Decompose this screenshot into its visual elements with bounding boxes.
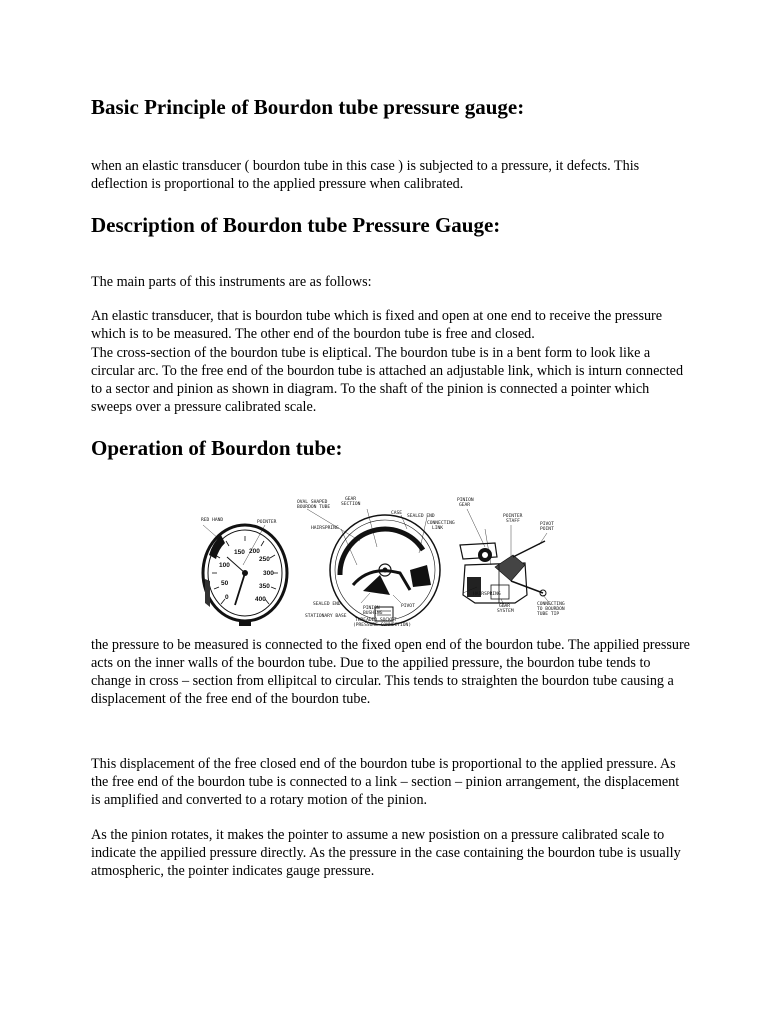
bourdon-gauge-diagram — [195, 495, 579, 628]
paragraph-principle: when an elastic transducer ( bourdon tube in this case ) is subjected to a pressure, it defects. This deflection is proportional to the applied pressure when calibrated. — [91, 158, 640, 192]
label-gear-system-1: GEAR — [499, 604, 511, 609]
label-threaded-socket-1: THREADED SOCKET — [355, 618, 397, 623]
label-case: CASE — [391, 511, 403, 516]
label-sealed-end-top: SEALED END — [407, 514, 435, 519]
label-pinion-bushing-2: BUSHING — [363, 611, 383, 616]
label-pinion-bushing-1: PINION — [363, 606, 380, 611]
paragraph-operation-3: As the pinion rotates, it makes the pointer to assume a new posistion on a pressure calibrated scale to indicate the appilied pressure directly. As the pressure in the case containing the bourdon tube is usually atmospheric, the pointer indicates gauge pressure. — [91, 827, 681, 879]
label-pointer-staff-2: STAFF — [506, 519, 520, 524]
label-pinion-gear-1: PINION — [457, 498, 474, 503]
heading-basic-principle: Basic Principle of Bourdon tube pressure gauge: — [91, 95, 525, 119]
label-gear-section-2: SECTION — [341, 502, 361, 507]
dial-number-150: 150 — [234, 549, 245, 556]
dial-number-300: 300 — [263, 570, 274, 577]
label-pivot: PIVOT — [401, 604, 415, 609]
label-hairspring-left: HAIRSPRING — [311, 526, 339, 531]
label-pointer-staff-1: POINTER — [503, 514, 523, 519]
label-oval-tube-2: BOURDON TUBE — [297, 505, 331, 510]
dial-number-50: 50 — [221, 580, 229, 587]
paragraph-parts-line1: An elastic transducer, that is bourdon tube which is fixed and open at one end to receive the pressure which is to be measured. The other end of the bourdon tube is free and closed. — [91, 308, 663, 342]
label-threaded-socket-2: (PRESSURE CONNECTION) — [353, 623, 412, 628]
dial-number-400: 400 — [255, 596, 266, 603]
label-connecting-tip-2: TO BOURDON — [537, 607, 565, 612]
label-oval-tube-1: OVAL SHAPED — [297, 500, 328, 505]
dial-number-350: 350 — [259, 583, 270, 590]
label-connecting-tip-3: TUBE TIP — [537, 612, 560, 617]
label-pinion-gear-2: GEAR — [459, 503, 471, 508]
dial-number-0: 0 — [225, 594, 229, 601]
label-pivot-point-1: PIVOT — [540, 522, 554, 527]
dial-number-250: 250 — [259, 556, 270, 563]
heading-operation: Operation of Bourdon tube: — [91, 436, 343, 460]
label-sealed-end-bottom: SEALED END — [313, 602, 341, 607]
paragraph-parts-line2: The cross-section of the bourdon tube is eliptical. The bourdon tube is in a bent form to look like a circular arc. To the free end of the bourdon tube is attached an adjustable link, which is inturn connected to a sector and pinion as shown in diagram. To the shaft of the pinion is connected a pointer which sweeps over a pressure calibrated scale. — [91, 345, 684, 415]
label-stationary-base: STATIONARY BASE — [305, 614, 347, 619]
label-connecting-link-1: CONNECTING — [427, 521, 455, 526]
label-hairspring-right: HAIRSPRING — [473, 592, 501, 597]
label-red-hand: RED HAND — [201, 518, 224, 523]
paragraph-operation-2: This displacement of the free closed end of the bourdon tube is proportional to the applied pressure. As the free end of the bourdon tube is connected to a link – section – pinion arrangement, the displacement is amplified and converted to a rotary motion of the pinion. — [91, 756, 680, 808]
paragraph-operation-1: the pressure to be measured is connected to the fixed open end of the bourdon tube. The appilied pressure acts on the inner walls of the bourdon tube. Due to the appilied pressure, the bourdon tube tends to change in cross – section from ellipitcal to circular. This tends to straighten the bourdon tube causing a displacement of the free end of the bourdon tube. — [91, 637, 690, 707]
label-connecting-tip-1: CONNECTING — [537, 602, 565, 607]
label-connecting-link-2: LINK — [432, 526, 444, 531]
dial-number-100: 100 — [219, 562, 230, 569]
label-gear-section-1: GEAR — [345, 497, 357, 502]
paragraph-parts-intro: The main parts of this instruments are as follows: — [91, 274, 372, 290]
heading-description: Description of Bourdon tube Pressure Gauge: — [91, 213, 501, 237]
label-pointer: POINTER — [257, 520, 277, 525]
dial-number-200: 200 — [249, 548, 260, 555]
label-pivot-point-2: POINT — [540, 527, 554, 532]
label-gear-system-2: SYSTEM — [497, 609, 514, 614]
gauge-front-view — [203, 525, 287, 626]
